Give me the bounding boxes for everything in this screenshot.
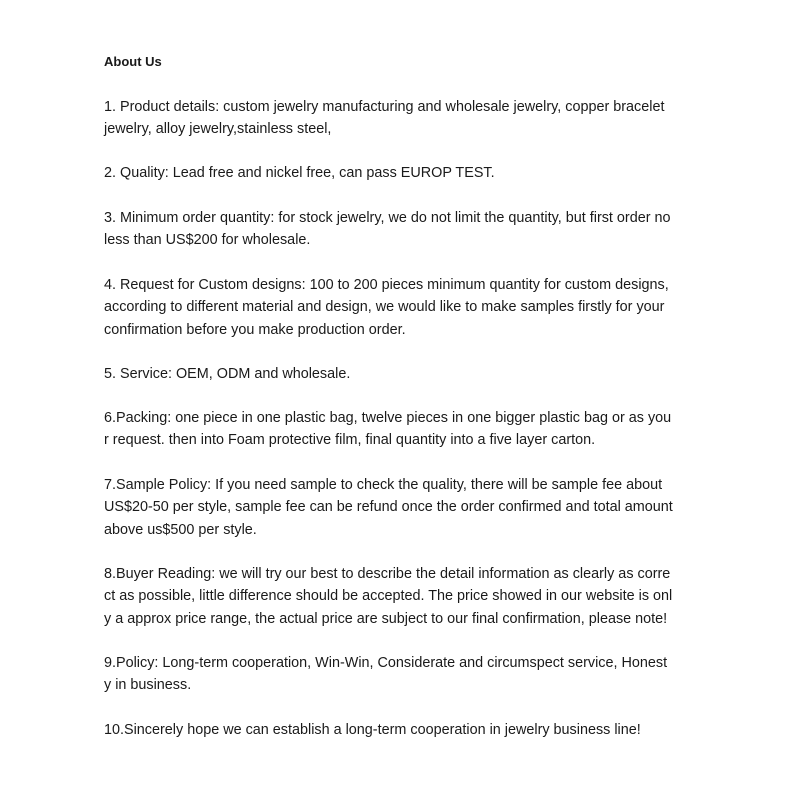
item-product-details bbox=[104, 96, 664, 141]
item-line: confirmation before you make production order. bbox=[104, 321, 406, 338]
item-line: y in business. bbox=[104, 677, 192, 694]
page-title: About Us bbox=[104, 54, 162, 69]
item-sample-policy bbox=[104, 474, 673, 541]
item-line: 9.Policy: Long-term cooperation, Win-Win, Considerate and circumspect service, Honest bbox=[104, 655, 668, 671]
item-line: jewelry, alloy jewelry,stainless steel, bbox=[104, 121, 332, 138]
item-line: ct as possible, little difference should be accepted. The price showed in our website is onl bbox=[104, 588, 673, 605]
item-line: y a approx price range, the actual price are subject to our final confirmation, please note! bbox=[104, 610, 668, 627]
item-line: 7.Sample Policy: If you need sample to check the quality, there will be sample fee about bbox=[104, 477, 663, 493]
item-line: 1. Product details: custom jewelry manufacturing and wholesale jewelry, copper bracelet bbox=[104, 99, 665, 115]
item-quality bbox=[104, 162, 495, 184]
item-policy bbox=[104, 652, 667, 697]
item-line: less than US$200 for wholesale. bbox=[104, 232, 311, 249]
item-custom-designs bbox=[104, 274, 669, 341]
item-line: 5. Service: OEM, ODM and wholesale. bbox=[104, 366, 351, 382]
item-minimum-order bbox=[104, 207, 671, 252]
item-line: 3. Minimum order quantity: for stock jewelry, we do not limit the quantity, but first order no bbox=[104, 210, 671, 226]
item-line: r request. then into Foam protective film, final quantity into a five layer carton. bbox=[104, 432, 596, 449]
item-service bbox=[104, 363, 350, 385]
item-line: 4. Request for Custom designs: 100 to 200 pieces minimum quantity for custom designs, bbox=[104, 277, 669, 293]
item-cooperation bbox=[104, 719, 641, 741]
item-line: 2. Quality: Lead free and nickel free, can pass EUROP TEST. bbox=[104, 165, 495, 181]
item-line: 10.Sincerely hope we can establish a long-term cooperation in jewelry business line! bbox=[104, 722, 641, 738]
item-line: 8.Buyer Reading: we will try our best to describe the detail information as clearly as corre bbox=[104, 566, 671, 582]
item-line: above us$500 per style. bbox=[104, 521, 257, 538]
item-line: according to different material and design, we would like to make samples firstly for your bbox=[104, 299, 665, 316]
item-line: US$20-50 per style, sample fee can be refund once the order confirmed and total amount bbox=[104, 499, 673, 516]
item-buyer-reading bbox=[104, 563, 672, 630]
item-line: 6.Packing: one piece in one plastic bag, twelve pieces in one bigger plastic bag or as you bbox=[104, 410, 672, 426]
item-packing bbox=[104, 407, 671, 452]
